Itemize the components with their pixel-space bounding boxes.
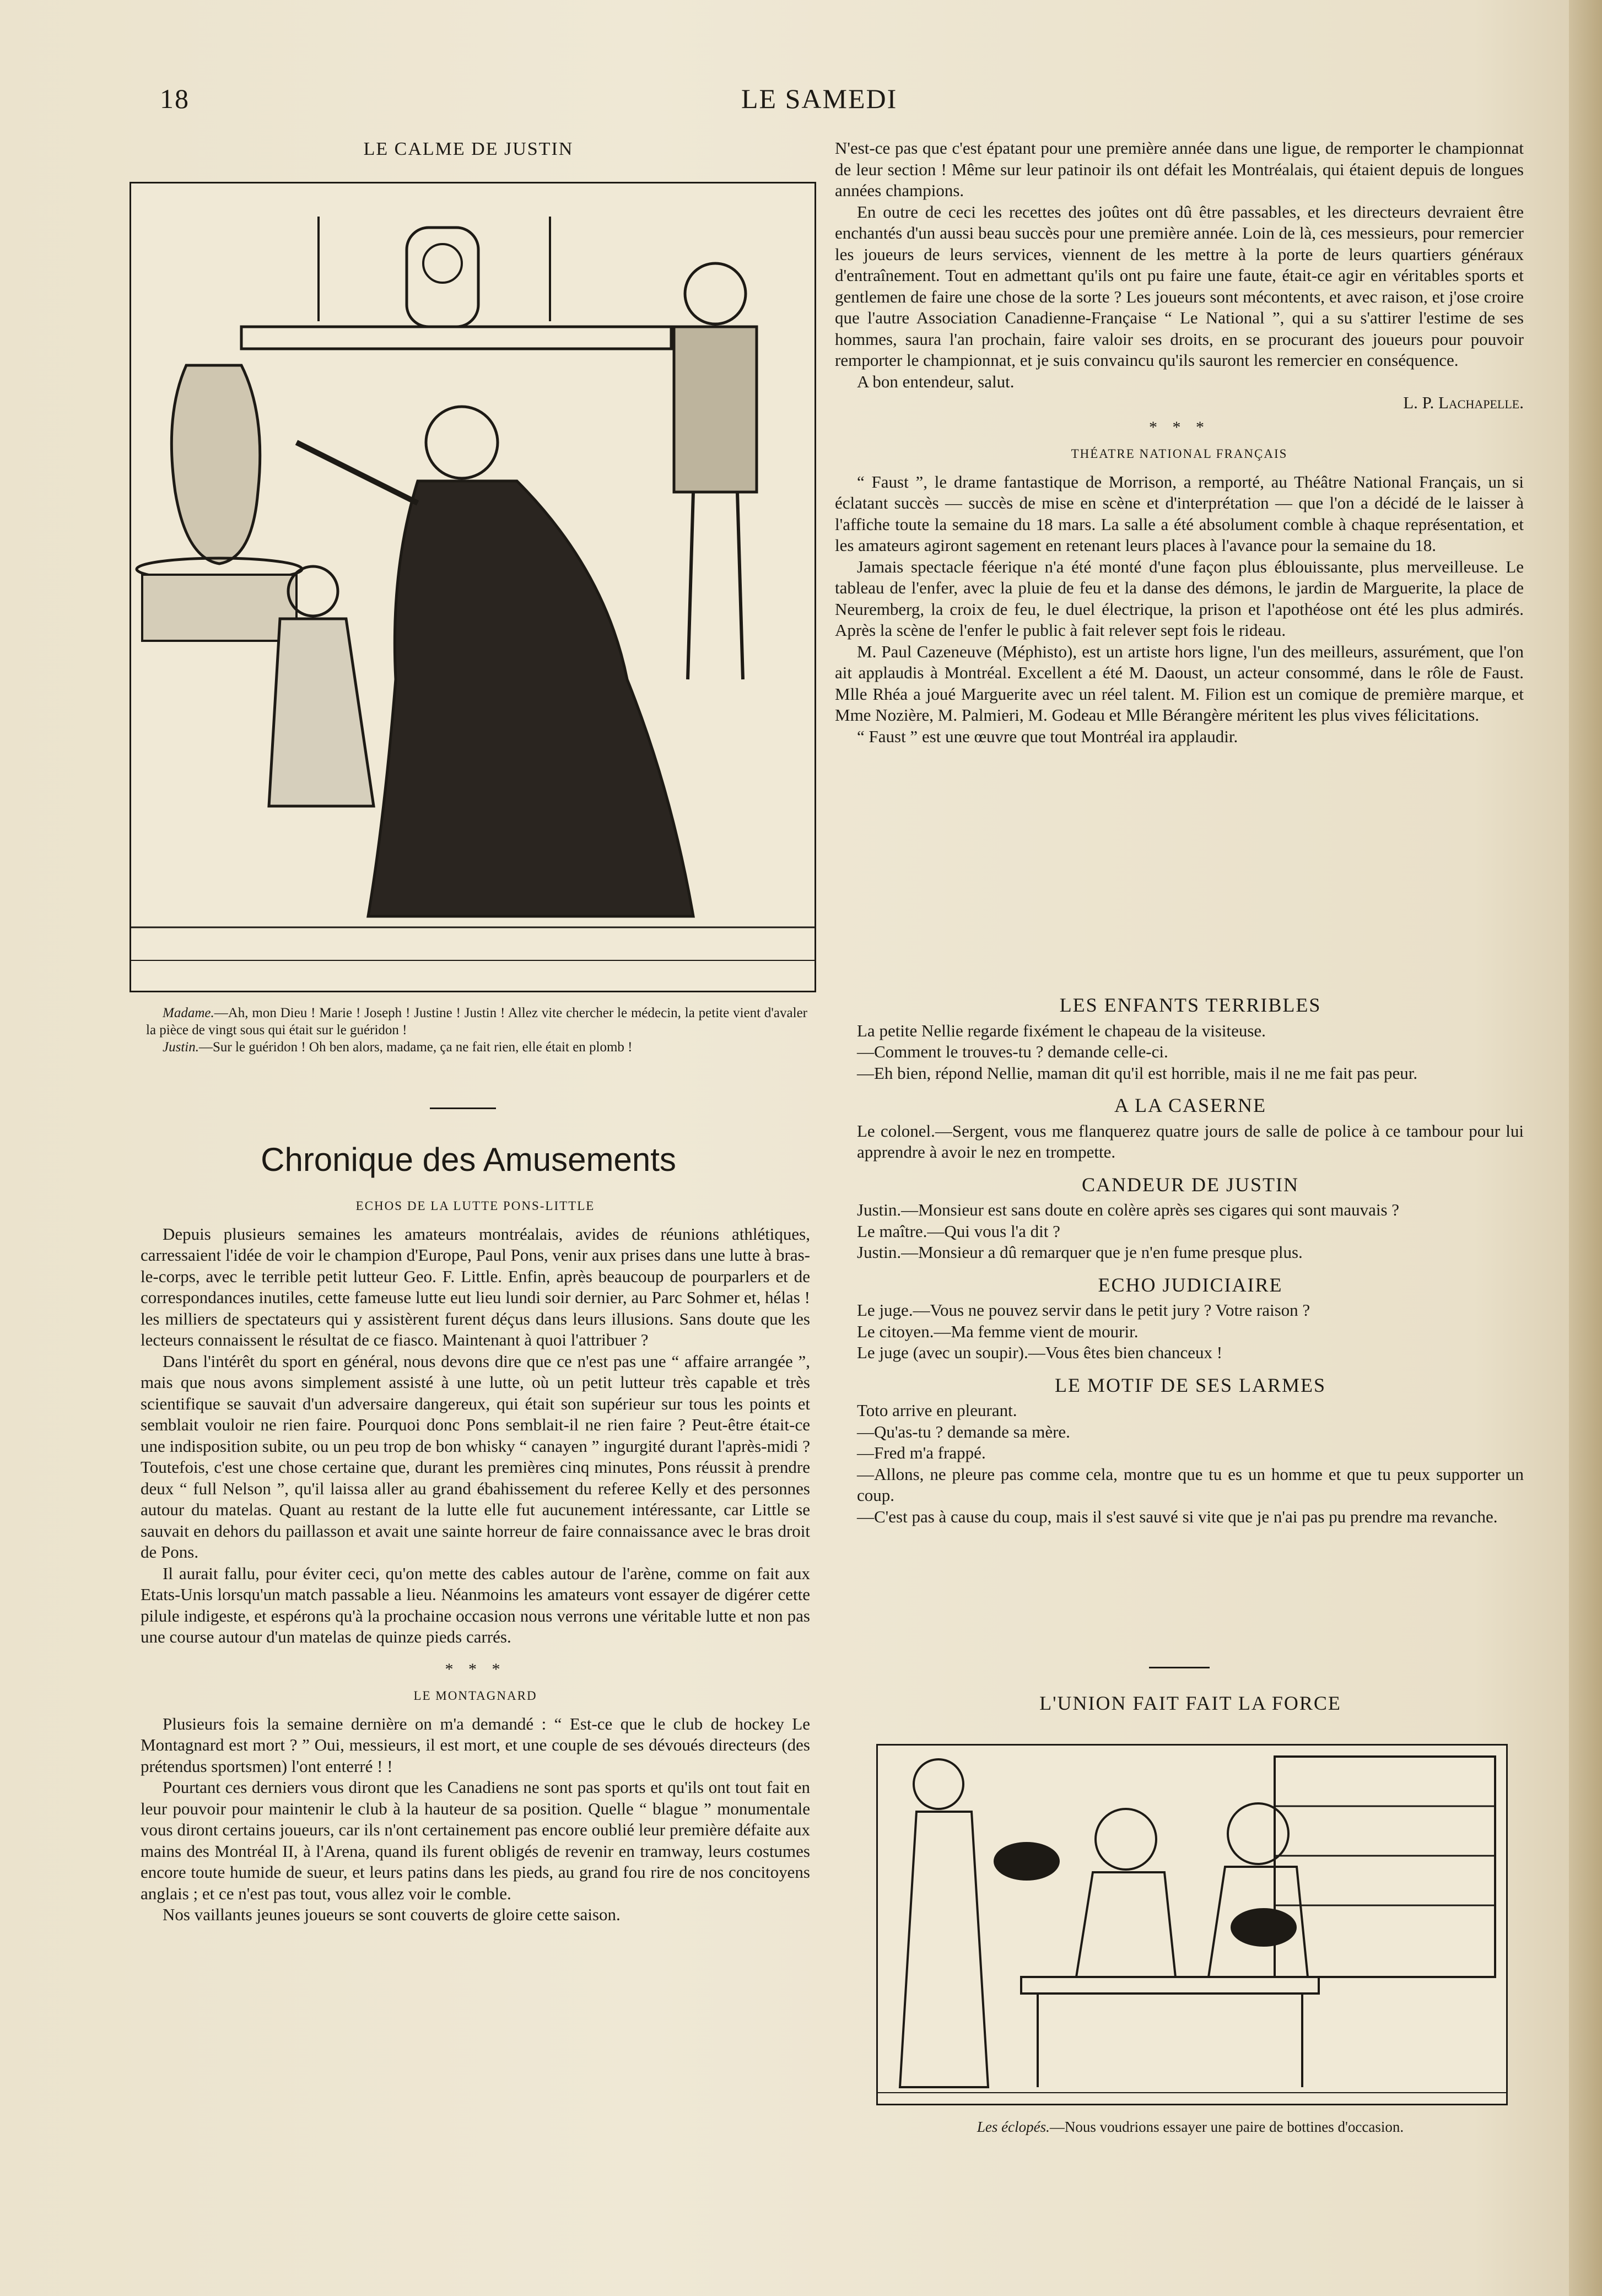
story-title: CANDEUR DE JUSTIN [1082, 1173, 1299, 1196]
section-rule [1149, 1667, 1210, 1668]
story-line: —Allons, ne pleure pas comme cela, montre que tu es un homme et que tu peux supporter un coup. [857, 1464, 1524, 1505]
story-line: Le juge (avec un soupir).—Vous êtes bien chanceux ! [857, 1343, 1223, 1362]
drawing-shoe-shop-icon [878, 1746, 1506, 2104]
caption-speaker-madame: Madame. [163, 1006, 214, 1020]
theatre-heading: THÉATRE NATIONAL FRANÇAIS [1071, 447, 1288, 461]
echos-paragraph: Depuis plusieurs semaines les amateurs montréalais, avides de réunions athlétiques, carressaient l'idée de voir le champion d'Europe, Paul Pons, venir aux prises dans une lutte à bras-le-corps, avec le terrible petit lutteur Geo. F. Little. Enfin, après beaucoup de pourparlers et de correspondances inutiles, cette fameuse lutte eut lieu lundi soir dernier, au Parc Sohmer et, hélas ! les milliers de spectateurs qui y assistèrent furent déçus dans leurs illusions. Sans doute que les lecteurs connaissent le résultat de ce fiasco. Maintenant à quoi l'attribuer ? [141, 1224, 810, 1349]
cartoon-caption-text: —Nous voudrions essayer une paire de bottines d'occasion. [1049, 2119, 1404, 2135]
theatre-paragraph: “ Faust ” est une œuvre que tout Montréal ira applaudir. [857, 726, 1238, 746]
separator-stars: * * * [445, 1660, 506, 1678]
chronique-title: Chronique des Amusements [261, 1141, 676, 1178]
story-line: Le citoyen.—Ma femme vient de mourir. [857, 1321, 1139, 1341]
story-line: Le maître.—Qui vous l'a dit ? [857, 1221, 1060, 1241]
montagnard-paragraph: Plusieurs fois la semaine dernière on m'a demandé : “ Est-ce que le club de hockey Le Montagnard est mort ? ” Oui, messieurs, il est mort, et une couple de ses dévoués directeurs (des prétendus sportsmen) l'ont enterré ! ! [141, 1714, 810, 1776]
hockey-paragraph: N'est-ce pas que c'est épatant pour une première année dans une ligue, de remporter le championnat de leur section ! Même sur leur patinoir ils ont défait les Montréalais, qui étaient depuis de longues années champions. [835, 138, 1524, 200]
montagnard-paragraph: Pourtant ces derniers vous diront que les Canadiens ne sont pas sports et qu'ils ont tout fait en leur pouvoir pour maintenir le club à la hauteur de sa position. Quelle “ blague ” monumentale vous diront certains joueurs, car ils n'ont certainement pas encore oublié leur première défaite aux mains des Montréal II, à l'Arena, quand ils furent obligés de revenir en tramway, leurs costumes encore toute humide de sueur, et leurs patins dans les pieds, au grand fou rire de nos concitoyens anglais ; et ce n'est pas tout, vous allez voir le comble. [141, 1778, 810, 1903]
story-line: La petite Nellie regarde fixément le chapeau de la visiteuse. [857, 1020, 1266, 1040]
story-line: Le juge.—Vous ne pouvez servir dans le petit jury ? Votre raison ? [857, 1300, 1310, 1320]
cartoon-caption-speaker: Les éclopés. [977, 2119, 1050, 2135]
story-title: LE MOTIF DE SES LARMES [1054, 1374, 1326, 1396]
story-line: —Fred m'a frappé. [857, 1443, 986, 1462]
story-line: —C'est pas à cause du coup, mais il s'est sauvé si vite que je n'ai pas pu prendre ma revanche. [857, 1506, 1498, 1526]
cartoon-caption [876, 2119, 1504, 2136]
echos-heading: ECHOS DE LA LUTTE PONS-LITTLE [355, 1199, 595, 1213]
illustration-caption [146, 1004, 807, 1056]
page-edge [1569, 0, 1602, 2296]
section-rule [430, 1108, 496, 1109]
story-line: Justin.—Monsieur est sans doute en colère après ses cigares qui sont mauvais ? [857, 1200, 1400, 1219]
story-line: —Eh bien, répond Nellie, maman dit qu'il est horrible, mais il ne me fait pas peur. [857, 1063, 1418, 1083]
separator-stars: * * * [1149, 418, 1210, 436]
hockey-paragraph: A bon entendeur, salut. [857, 371, 1015, 391]
illustration-title: LE CALME DE JUSTIN [363, 139, 574, 159]
story-line: —Comment le trouves-tu ? demande celle-ci. [857, 1042, 1168, 1061]
story-line: Justin.—Monsieur a dû remarquer que je n'en fume presque plus. [857, 1242, 1303, 1262]
echos-paragraph: Il aurait fallu, pour éviter ceci, qu'on mette des cables autour de l'arène, comme on fait aux Etats-Unis lorsqu'un match passable a lieu. Néanmoins les amateurs vont essayer de digérer cette pilule indigeste, et espérons qu'à la prochaine occasion nous verrons une véritable lutte et non pas une course autour d'un matelas de quinze pieds carrés. [141, 1563, 810, 1646]
story-title: A LA CASERNE [1114, 1094, 1267, 1116]
illustration-calme-de-justin [130, 182, 816, 992]
signature: L. P. Lachapelle. [1403, 393, 1524, 412]
left-column-text [141, 1190, 810, 1926]
cartoon-les-eclopes [876, 1744, 1508, 2105]
journal-title: LE SAMEDI [741, 83, 898, 114]
story-title: LES ENFANTS TERRIBLES [1059, 994, 1321, 1016]
echos-paragraph: Dans l'intérêt du sport en général, nous devons dire que ce n'est pas une “ affaire arrangée ”, mais que nous avons simplement assisté à une lutte, où un petit lutteur très capable et très scientifique se sauvait d'un adversaire dangereux, qui était son supérieur sur tous les points et semblait vouloir ne rien faire. Pourquoi donc Pons semblait-il ne rien faire ? Peut-être était-ce une indisposition subite, ou un peu trop de bon whisky “ canayen ” ingurgité durant l'après-midi ? Toutefois, c'est une chose certaine que, durant les premières cinq minutes, Pons réussit à prendre deux “ full Nelson ”, qu'il laissa aller au grand ébahissement du referee Kelly et des personnes autour du matelas. Quant au restant de la lutte elle fut aucunement intéressante, car Little se sauvait en dehors du paillasson et avait une sainte horreur de faire connaissance avec le bras droit de Pons. [141, 1351, 810, 1562]
short-stories [857, 984, 1524, 1527]
story-title: ECHO JUDICIAIRE [1098, 1273, 1283, 1296]
montagnard-heading: LE MONTAGNARD [413, 1689, 537, 1703]
right-column-text [835, 138, 1524, 747]
page-number: 18 [160, 83, 190, 114]
theatre-paragraph: “ Faust ”, le drame fantastique de Morrison, a remporté, au Théâtre National Français, un si éclatant succès — succès de mise en scène et d'interprétation — que l'on a décidé de le laisser à l'affiche toute la semaine du 18 mars. La salle a été absolument comble à chaque représentation, et les amateurs agiront sagement en retenant leurs places à l'avance pour la semaine du 18. [835, 472, 1524, 555]
drawing-interior-scene-icon [131, 183, 815, 991]
story-line: —Qu'as-tu ? demande sa mère. [857, 1422, 1070, 1441]
story-line: Le colonel.—Sergent, vous me flanquerez quatre jours de salle de police à ce tambour pour lui apprendre à avoir le nez en trompette. [857, 1121, 1524, 1161]
theatre-paragraph: Jamais spectacle féerique n'a été monté d'une façon plus éblouissante, plus merveilleuse. Le tableau de l'enfer, avec la pluie de feu et la danse des démons, le jardin de Marguerite, la place de Neuremberg, la croix de feu, le duel électrique, la prison et l'apothéose ont été les plus admirés. Après la scène de l'enfer le public à fait relever sept fois le rideau. [835, 557, 1524, 640]
caption-speaker-justin: Justin. [163, 1040, 199, 1055]
cartoon-title: L'UNION FAIT FAIT LA FORCE [1039, 1692, 1341, 1714]
theatre-paragraph: M. Paul Cazeneuve (Méphisto), est un artiste hors ligne, l'un des meilleurs, assurément, que l'on ait applaudis à Montréal. Excellent a été M. Daoust, un acteur consommé, dans le rôle de Faust. Mlle Rhéa a joué Marguerite avec un réel talent. M. Filion est un comique de première marque, et Mme Nozière, M. Palmieri, M. Godeau et Mlle Bérangère méritent les plus vives félicitations. [835, 641, 1524, 725]
caption-line-justin: —Sur le guéridon ! Oh ben alors, madame, ça ne fait rien, elle était en plomb ! [198, 1040, 633, 1055]
caption-line-madame: —Ah, mon Dieu ! Marie ! Joseph ! Justine ! Justin ! Allez vite chercher le médecin, la petite vient d'avaler la pièce de vingt sous qui était sur le guéridon ! [146, 1006, 807, 1038]
story-line: Toto arrive en pleurant. [857, 1401, 1017, 1420]
hockey-paragraph: En outre de ceci les recettes des joûtes ont dû être passables, et les directeurs devraient être enchantés d'un aussi beau succès pour une première année. Loin de là, ces messieurs, pour remercier les joueurs de leurs services, viennent de les mettre à la porte de leurs quartiers généraux d'entraînement. Tout en admettant qu'ils ont pu faire une faute, était-ce agir en véritables sports et gentlemen de faire une chose de la sorte ? Les joueurs sont mécontents, et avec raison, et j'ose croire que l'autre Association Canadienne-Française “ Le National ”, qui a su s'attirer l'estime de ses hommes, saura l'an prochain, faire valoir ses droits, en se procurant des joueurs pour pouvoir remporter le championnat, et je suis convaincu qu'ils sauront les remercier en conséquence. [835, 202, 1524, 370]
montagnard-paragraph: Nos vaillants jeunes joueurs se sont couverts de gloire cette saison. [163, 1905, 621, 1924]
